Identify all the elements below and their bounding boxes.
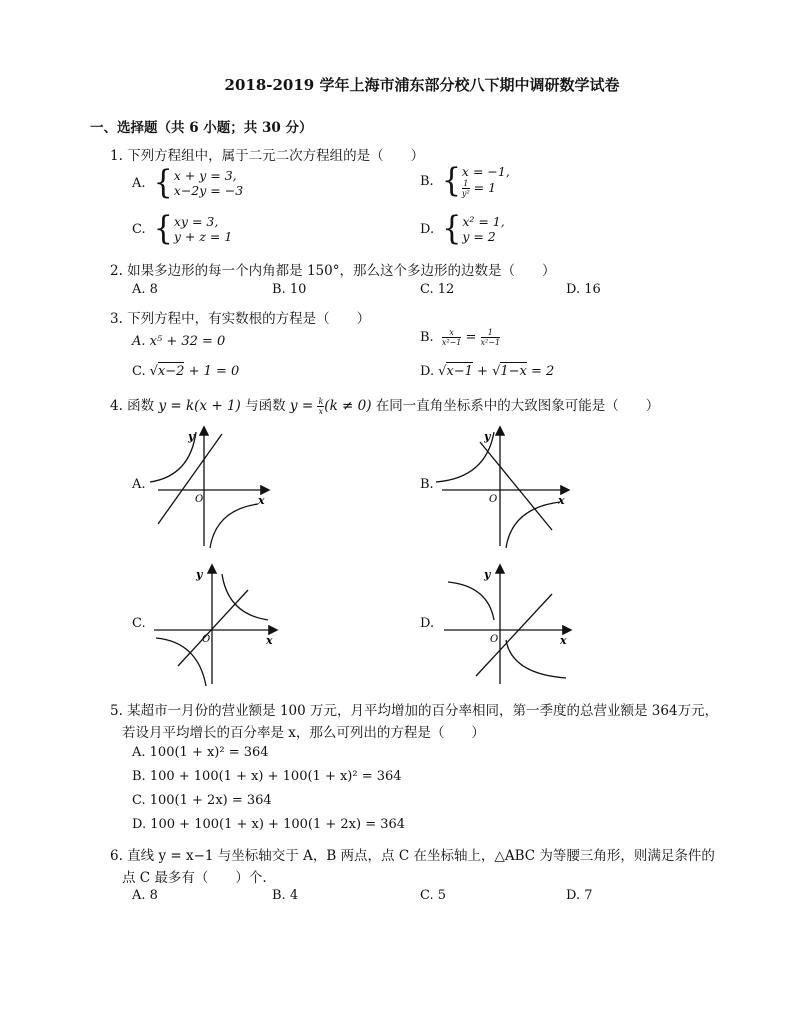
q6-stem-line2: 点 C 最多有（ ）个.: [122, 870, 267, 886]
x-axis-label: x: [558, 494, 565, 507]
q1-c-eq1: xy = 3,: [173, 214, 219, 229]
q1-b-label: B.: [420, 173, 434, 189]
q1-c-system: {xy = 3, y + z = 1: [153, 209, 233, 248]
y-axis-label: y: [196, 568, 203, 581]
q1-option-b: [420, 161, 510, 200]
origin-label: O: [202, 634, 211, 645]
q5-stem-line1: 5. 某超市一月份的营业额是 100 万元，月平均增加的百分率相同，第一季度的总营业额是 364万元，: [110, 703, 719, 719]
q1-a-eq2: x−2y = −3: [173, 183, 244, 198]
hyperbola-branch: [506, 640, 566, 678]
q1-b-system: {x = −1, $\frac{1}{\text{y²}}$ = 1: [441, 161, 510, 200]
line-graph: [178, 590, 248, 666]
x-axis-label: x: [266, 634, 273, 647]
x-axis-label: x: [560, 634, 567, 647]
q1-a-label: A.: [132, 175, 146, 191]
q4-stem: 4. 函数 y = k(x + 1) 与函数 y = $\frac{k}{x}$ (k ≠ 0) 在同一直角坐标系中的大致图象可能是（ ）: [110, 397, 660, 416]
origin-label: O: [489, 494, 498, 505]
x-axis-label: x: [258, 494, 265, 507]
page-title: 2018-2019 学年上海市浦东部分校八下期中调研数学试卷: [224, 76, 620, 94]
q2-option-c: C. 12: [420, 282, 455, 297]
q4-option-b-label: B.: [420, 477, 434, 492]
q2-stem: 2. 如果多边形的每一个内角都是 150°，那么这个多边形的边数是（ ）: [110, 263, 556, 279]
q3-option-c: C. √x−2 + 1 = 0: [132, 364, 240, 379]
q1-a-system: {x + y = 3, x−2y = −3: [153, 163, 244, 202]
q1-option-d: [420, 209, 505, 248]
line-graph: [476, 594, 552, 676]
q6-stem-line1: 6. 直线 y = x−1 与坐标轴交于 A，B 两点，点 C 在坐标轴上，△ABC 为等腰三角形，则满足条件的: [110, 848, 715, 864]
y-axis-label: y: [484, 568, 491, 581]
q4-option-a-label: A.: [132, 477, 146, 492]
y-axis-label: y: [484, 430, 491, 443]
q1-option-c: [132, 209, 233, 248]
q4-graph-c: [148, 562, 282, 688]
line-graph: [158, 434, 222, 524]
q5-option-b: B. 100 + 100(1 + x) + 100(1 + x)² = 364: [132, 769, 402, 784]
q5-option-c: C. 100(1 + 2x) = 364: [132, 793, 272, 808]
q1-option-a: [132, 163, 244, 202]
q4-graph-d: [440, 562, 576, 688]
q4-graph-a: [144, 424, 274, 550]
q5-option-d: D. 100 + 100(1 + x) + 100(1 + 2x) = 364: [132, 817, 406, 832]
q4-option-d-label: D.: [420, 616, 435, 631]
q3-option-a: A. x⁵ + 32 = 0: [132, 334, 226, 349]
line-graph: [480, 442, 552, 530]
q1-b-fraction: $\frac{1}{\text{y²}}$: [461, 179, 470, 198]
q1-c-eq2: y + z = 1: [173, 229, 233, 244]
q1-stem: 1. 下列方程组中，属于二元二次方程组的是（ ）: [110, 148, 425, 164]
q3-stem: 3. 下列方程中，有实数根的方程是（ ）: [110, 311, 371, 327]
q2-option-a: A. 8: [132, 282, 158, 297]
origin-label: O: [490, 634, 499, 645]
q6-option-a: A. 8: [132, 888, 158, 903]
q3-option-d: D. √x−1 + √1−x = 2: [420, 364, 555, 379]
q1-b-eq1: x = −1,: [461, 164, 510, 179]
q1-a-eq1: x + y = 3,: [173, 168, 237, 183]
hyperbola-branch: [506, 502, 560, 548]
hyperbola-branch: [222, 574, 268, 620]
y-axis-label: y: [188, 430, 195, 443]
q6-option-b: B. 4: [272, 888, 299, 903]
q4-graph-b: [434, 424, 574, 550]
q1-d-label: D.: [420, 221, 435, 237]
q2-option-b: B. 10: [272, 282, 307, 297]
section-heading: 一、选择题（共 6 小题；共 30 分）: [90, 120, 313, 136]
q4-option-c-label: C.: [132, 616, 146, 631]
q5-option-a: A. 100(1 + x)² = 364: [132, 745, 269, 760]
q1-b-eq2: = 1: [473, 180, 497, 195]
q6-option-d: D. 7: [566, 888, 593, 903]
q1-c-label: C.: [132, 221, 146, 237]
q1-d-system: {x² = 1, y = 2: [442, 209, 505, 248]
q6-option-c: C. 5: [420, 888, 447, 903]
q1-d-eq2: y = 2: [462, 229, 496, 244]
q5-stem-line2: 若设月平均增长的百分率是 x，那么可列出的方程是（ ）: [122, 725, 485, 741]
origin-label: O: [195, 494, 204, 505]
q1-d-eq1: x² = 1,: [462, 214, 505, 229]
hyperbola-branch: [448, 582, 494, 620]
q2-option-d: D. 16: [566, 282, 601, 297]
q3-option-b: B. $\frac{x}{\text{x²−1}}$ = $\frac{1}{\text{x²−1}}$: [420, 328, 501, 347]
hyperbola-branch: [210, 504, 258, 548]
